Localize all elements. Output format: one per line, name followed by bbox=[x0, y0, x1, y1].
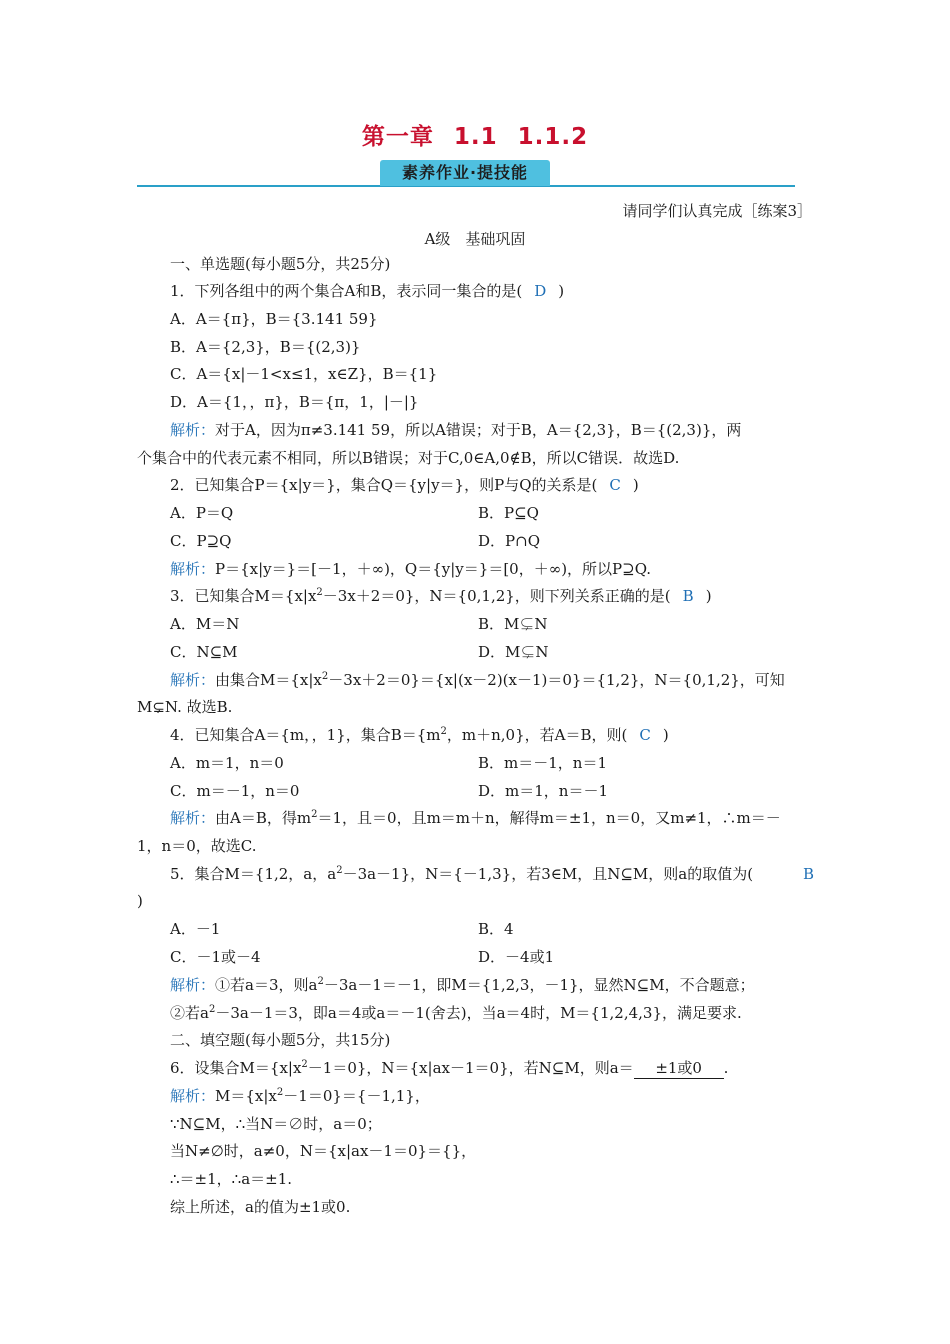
question-2-stem: 2．已知集合P＝{x|y＝}，集合Q＝{y|y＝}，则P与Q的关系是( C ) bbox=[170, 476, 639, 494]
subsection-number: 1.1.2 bbox=[517, 124, 589, 150]
q1-option-d: D．A＝{1，，π}，B＝{π，1，|－|} bbox=[170, 393, 419, 411]
q5-option-d: D．－4或1 bbox=[478, 948, 555, 966]
question-3-answer: B bbox=[682, 587, 694, 605]
q4-option-b: B．m＝－1，n＝1 bbox=[478, 754, 607, 772]
q3-option-b: B．M⊊N bbox=[478, 615, 548, 633]
q1-analysis: 解析：对于A，因为π≠3.141 59，所以A错误；对于B，A＝{2,3}，B＝{(2,3)}，两 bbox=[170, 421, 742, 439]
q6-analysis-line-3: 当N≠∅时，a≠0，N＝{x|ax－1＝0}＝{}， bbox=[170, 1142, 477, 1160]
banner-label: 素养作业·提技能 bbox=[380, 160, 550, 186]
q5-option-c: C．－1或－4 bbox=[170, 948, 261, 966]
title-banner bbox=[137, 158, 795, 188]
section-heading-fill: 二、填空题(每小题5分，共15分) bbox=[170, 1031, 391, 1049]
q6-analysis-line-5: 综上所述，a的值为±1或0. bbox=[170, 1198, 351, 1216]
q1-analysis-cont: 个集合中的代表元素不相同，所以B错误；对于C,0∈A,0∉B，所以C错误．故选D. bbox=[137, 449, 680, 467]
q2-analysis: 解析：P＝{x|y＝}＝[－1，＋∞)，Q＝{y|y＝}＝[0，＋∞)，所以P⊇Q. bbox=[170, 560, 652, 578]
section-number: 1.1 bbox=[453, 124, 498, 150]
q6-analysis: 解析：$M=\{x|x^2-1=0\}=\{-1,1\}$， bbox=[170, 1087, 430, 1105]
q2-option-b: B．P⊆Q bbox=[478, 504, 539, 522]
q4-option-c: C．m＝－1，n＝0 bbox=[170, 782, 300, 800]
q6-analysis-line-4: ∴＝±1，∴a＝±1. bbox=[170, 1170, 293, 1188]
q2-option-a: A．P＝Q bbox=[170, 504, 234, 522]
section-heading-single: 一、单选题(每小题5分，共25分) bbox=[170, 255, 391, 273]
q4-analysis-cont: 1，n＝0，故选C. bbox=[137, 837, 257, 855]
level-heading: A级 基础巩固 bbox=[424, 230, 526, 248]
q3-option-c: C．N⊆M bbox=[170, 643, 238, 661]
q1-option-c: C．A＝{x|－1<x≤1，x∈Z}，B＝{1} bbox=[170, 365, 438, 383]
q5-option-a: A．－1 bbox=[170, 920, 221, 938]
question-6-answer-blank: ±1或0 bbox=[634, 1058, 724, 1079]
analysis-label: 解析： bbox=[170, 421, 216, 439]
q3-analysis-cont: M⊊N. 故选B. bbox=[137, 698, 233, 716]
q5-analysis: 解析：①若a＝3，则$a^2-3a-1=-1$，即M＝{1,2,3，－1}，显然N⊆M，不合题意； bbox=[170, 976, 755, 994]
q6-analysis-line-2: ∵N⊆M，∴当N＝∅时，a＝0； bbox=[170, 1115, 382, 1133]
q1-option-a: A．A＝{π}，B＝{3.141 59} bbox=[170, 310, 378, 328]
question-4-stem: 4．已知集合A＝{m，，1}，集合$B=\{m^2$，m＋n,0}，若A＝B，则( C ) bbox=[170, 726, 669, 744]
q5-option-b: B．4 bbox=[478, 920, 514, 938]
q4-option-a: A．m＝1，n＝0 bbox=[170, 754, 284, 772]
question-3-stem: 3．已知集合$M=\{x|x^2-3x+2=0\}$，N＝{0,1,2}，则下列关系正确的是( B ) bbox=[170, 587, 712, 605]
chapter-label: 第一章 bbox=[361, 124, 434, 150]
q4-option-d: D．m＝1，n＝－1 bbox=[478, 782, 608, 800]
q3-option-a: A．M＝N bbox=[170, 615, 240, 633]
question-4-answer: C bbox=[639, 726, 651, 744]
question-2-answer: C bbox=[609, 476, 621, 494]
q3-option-d: D．M⊊N bbox=[478, 643, 549, 661]
q1-option-b: B．A＝{2,3}，B＝{(2,3)} bbox=[170, 338, 361, 356]
q4-analysis: 解析：由A＝B，得$m^2=1$，且＝0，且m＝m＋n，解得m＝±1，n＝0，又m≠1，∴m＝－ bbox=[170, 809, 781, 827]
question-6-stem: 6．设集合$M=\{x|x^2-1=0\}$，N＝{x|ax－1＝0}，若N⊆M，则a＝ ±1或0 . bbox=[170, 1059, 729, 1077]
practice-notice: 请同学们认真完成［练案3］ bbox=[622, 202, 812, 220]
question-5-answer: B bbox=[803, 865, 815, 883]
page-title bbox=[0, 118, 950, 151]
q2-option-d: D．P∩Q bbox=[478, 532, 540, 550]
q5-analysis-cont: ②若$a^2-3a-1=3$，即a＝4或a＝－1(舍去)，当a＝4时，M＝{1,2,4,3}，满足要求. bbox=[170, 1004, 742, 1022]
q2-option-c: C．P⊇Q bbox=[170, 532, 232, 550]
question-5-close: ) bbox=[137, 892, 143, 910]
question-1-answer: D bbox=[534, 282, 547, 300]
q3-analysis: 解析：由集合$M=\{x|x^2-3x+2=0\}=\{x|(x-2)(x-1)=0\}=\{1,2\}$，N＝{0,1,2}，可知 bbox=[170, 671, 785, 689]
question-1-stem: 1．下列各组中的两个集合A和B，表示同一集合的是( D ) bbox=[170, 282, 565, 300]
question-5-stem: 5．集合M＝{1,2，a，$a^2-3a-1$}，N＝{－1,3}，若3∈M，且N⊆M，则a的取值为( bbox=[170, 865, 754, 883]
